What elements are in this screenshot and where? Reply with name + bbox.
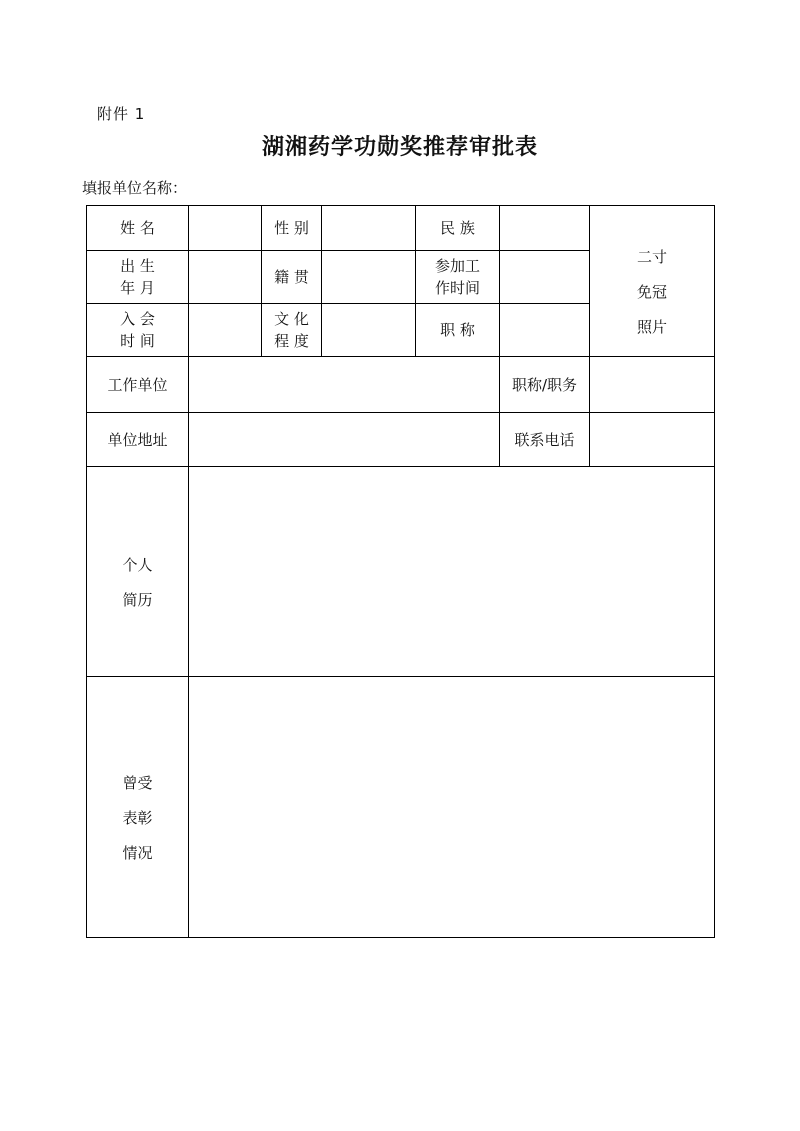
- title-rank-field[interactable]: [500, 304, 590, 357]
- page-title: 湖湘药学功勋奖推荐审批表: [261, 134, 538, 160]
- position-label: 职称/职务: [500, 357, 590, 413]
- reporting-unit-label: 填报单位名称：: [82, 179, 188, 197]
- honors-label-cell: [87, 677, 189, 938]
- resume-label: 个人 简历: [122, 555, 153, 609]
- title-rank-label: 职 称: [416, 304, 500, 357]
- address-label: 单位地址: [87, 413, 189, 467]
- approval-form-table: [86, 205, 715, 938]
- photo-label: 二寸 免冠 照片: [636, 247, 667, 336]
- address-field[interactable]: [189, 413, 500, 467]
- honors-label: 曾受 表彰 情况: [122, 773, 153, 862]
- birth-label: 出 生 年 月: [87, 251, 189, 304]
- phone-label: 联系电话: [500, 413, 590, 467]
- education-field[interactable]: [322, 304, 416, 357]
- native-place-label: 籍 贯: [262, 251, 322, 304]
- work-unit-field[interactable]: [189, 357, 500, 413]
- native-place-field[interactable]: [322, 251, 416, 304]
- ethnicity-label: 民 族: [416, 206, 500, 251]
- resume-label-cell: [87, 467, 189, 677]
- photo-box: [590, 206, 715, 357]
- join-date-field[interactable]: [189, 304, 262, 357]
- position-field[interactable]: [590, 357, 715, 413]
- work-start-field[interactable]: [500, 251, 590, 304]
- name-label: 姓 名: [87, 206, 189, 251]
- name-field[interactable]: [189, 206, 262, 251]
- phone-field[interactable]: [590, 413, 715, 467]
- education-label: 文 化 程 度: [262, 304, 322, 357]
- ethnicity-field[interactable]: [500, 206, 590, 251]
- resume-field[interactable]: [189, 467, 715, 677]
- join-date-label: 入 会 时 间: [87, 304, 189, 357]
- honors-field[interactable]: [189, 677, 715, 938]
- gender-field[interactable]: [322, 206, 416, 251]
- gender-label: 性 别: [262, 206, 322, 251]
- work-start-label: 参加工 作时间: [416, 251, 500, 304]
- birth-field[interactable]: [189, 251, 262, 304]
- work-unit-label: 工作单位: [87, 357, 189, 413]
- annex-label: 附件 1: [97, 105, 146, 123]
